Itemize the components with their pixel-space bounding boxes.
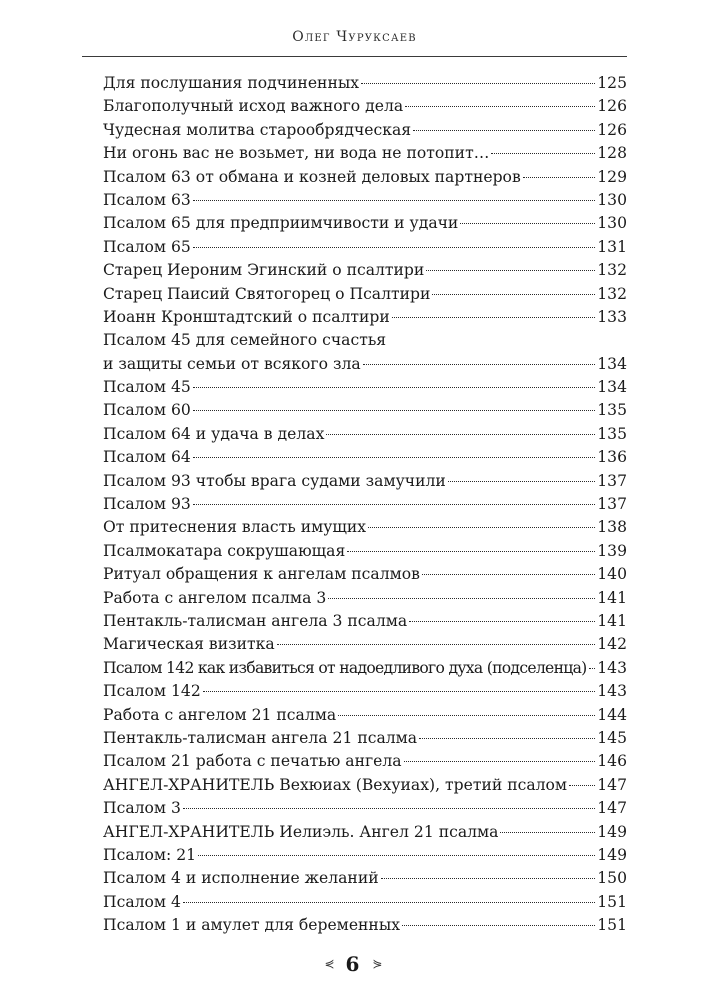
- toc-entry: [103, 376, 627, 399]
- toc-entry: [103, 399, 627, 422]
- toc-entry-page: 128: [597, 144, 627, 163]
- toc-entry: [103, 259, 627, 282]
- toc-entry-page: 145: [597, 728, 627, 747]
- dot-leader: [404, 761, 596, 762]
- dot-leader: [277, 644, 596, 645]
- toc-entry-page: 151: [597, 916, 627, 935]
- toc-entry-page: 144: [597, 705, 627, 724]
- ornament-right-icon: ⋟: [372, 956, 381, 971]
- toc-entry-page: 134: [597, 378, 627, 397]
- toc-entry-title: Псалом 4 и исполнение желаний: [103, 869, 379, 888]
- toc-entry: [103, 704, 627, 727]
- toc-entry-page: 151: [597, 892, 627, 911]
- toc-entry-page: 132: [597, 284, 627, 303]
- toc-entry-title: Псалом 142 как избавиться от надоедливого духа (подселенца): [103, 658, 587, 677]
- toc-entry-page: 137: [597, 495, 627, 514]
- dot-leader: [328, 598, 595, 599]
- toc-entry-title: Псалом: 21: [103, 845, 197, 864]
- toc-entry-page: 150: [597, 869, 627, 888]
- toc-entry: [103, 844, 627, 867]
- toc-entry-title: Псалом 45: [103, 378, 191, 397]
- toc-entry: [103, 633, 627, 656]
- toc-entry-title: Ритуал обращения к ангелам псалмов: [103, 565, 420, 584]
- toc-entry: [103, 563, 627, 586]
- toc-entry-title: Для послушания подчиненных: [103, 74, 360, 92]
- dot-leader: [413, 130, 595, 131]
- toc-entry-page: 126: [597, 120, 627, 139]
- dot-leader: [381, 878, 596, 879]
- toc-entry: [103, 867, 627, 890]
- toc-entry-page: 147: [597, 775, 627, 794]
- toc-entry: [103, 166, 627, 189]
- toc-entry-title: Псалом 64: [103, 448, 191, 467]
- toc-entry-title: Работа с ангелом псалма 3: [103, 588, 327, 607]
- dot-leader: [426, 270, 595, 271]
- toc-entry: [103, 493, 627, 516]
- dot-leader: [589, 668, 596, 669]
- toc-entry: [103, 914, 627, 937]
- dot-leader: [368, 527, 595, 528]
- dot-leader: [432, 294, 595, 295]
- toc-entry-page: 130: [597, 190, 627, 209]
- toc-entry-page: 143: [597, 658, 627, 677]
- toc-entry-page: 131: [597, 237, 627, 256]
- toc-entry: [103, 189, 627, 212]
- toc-entry-title: Старец Паисий Святогорец о Псалтири: [103, 284, 431, 303]
- toc-entry-title: Псалом 64 и удача в делах: [103, 424, 325, 443]
- toc-entry: [103, 119, 627, 142]
- toc-entry-page: 141: [597, 588, 627, 607]
- toc-entry-page: 146: [597, 752, 627, 771]
- toc-entry-title: Благополучный исход важного дела: [103, 97, 404, 116]
- header-author: Олег Чуруксаев: [292, 29, 417, 45]
- toc-entry-page: 140: [597, 565, 627, 584]
- toc-entry: [103, 236, 627, 259]
- toc-entry-title: Ни огонь вас не возьмет, ни вода не потопит…: [103, 144, 490, 163]
- toc-entry-page: 143: [597, 682, 627, 701]
- toc-entry: [103, 212, 627, 235]
- toc-entry-page: 149: [597, 822, 627, 841]
- toc-entry: [103, 750, 627, 773]
- toc-entry: [103, 680, 627, 703]
- dot-leader: [422, 574, 595, 575]
- toc-entry-page: 130: [597, 214, 627, 233]
- toc-entry: [103, 283, 627, 306]
- toc-entry: [103, 95, 627, 118]
- toc-entry-page: 134: [597, 354, 627, 373]
- toc-entry: [103, 891, 627, 914]
- toc-entry: [103, 797, 627, 820]
- ornament-left-icon: ⋞: [324, 956, 333, 971]
- dot-leader: [193, 504, 595, 505]
- toc-entry-title: Псалом 63 от обмана и козней деловых партнеров: [103, 167, 521, 186]
- toc-entry: [103, 821, 627, 844]
- toc-entry-title: Пентакль-талисман ангела 21 псалма: [103, 728, 418, 747]
- toc-entry-title: Псалом 60: [103, 401, 191, 420]
- toc-entry: [103, 470, 627, 493]
- toc-entry-title: Работа с ангелом 21 псалма: [103, 705, 337, 724]
- toc-entry-page: 133: [597, 307, 627, 326]
- dot-leader: [193, 387, 595, 388]
- toc-entry: [103, 72, 627, 95]
- toc-entry-page: 139: [597, 541, 627, 560]
- toc-entry-page: 137: [597, 471, 627, 490]
- dot-leader: [183, 902, 595, 903]
- toc-entry-title: От притеснения власть имущих: [103, 518, 367, 537]
- toc-entry-page: 132: [597, 261, 627, 280]
- toc-entry-title: Пентакль-талисман ангела 3 псалма: [103, 611, 408, 630]
- dot-leader: [523, 177, 596, 178]
- toc-entry-title: Иоанн Кронштадтский о псалтири: [103, 307, 390, 326]
- toc-entry-title: АНГЕЛ-ХРАНИТЕЛЬ Вехюиах (Вехуиах), третий псалом: [103, 775, 568, 794]
- toc-entry-title: и защиты семьи от всякого зла: [103, 354, 361, 373]
- toc-entry: [103, 587, 627, 610]
- dot-leader: [203, 691, 595, 692]
- toc-entry-title: Псалом 142: [103, 682, 201, 701]
- dot-leader: [491, 153, 595, 154]
- toc-entry-page: 147: [597, 799, 627, 818]
- toc-entry-title: Чудесная молитва старообрядческая: [103, 120, 412, 139]
- toc-entry-title: Псалом 21 работа с печатью ангела: [103, 752, 402, 771]
- toc-entry-title: Псалом 1 и амулет для беременных: [103, 916, 401, 935]
- running-header: [82, 18, 627, 57]
- dot-leader: [500, 832, 595, 833]
- page-number: 6: [345, 951, 360, 976]
- dot-leader: [409, 621, 595, 622]
- dot-leader: [419, 738, 595, 739]
- toc-entry-title: Псалом 65 для предприимчивости и удачи: [103, 214, 459, 233]
- toc-entry-page: 136: [597, 448, 627, 467]
- toc-entry-title: Псалом 65: [103, 237, 191, 256]
- toc-entry: [103, 657, 627, 680]
- toc-entry-page: 149: [597, 845, 627, 864]
- dot-leader: [405, 106, 595, 107]
- dot-leader: [326, 434, 595, 435]
- dot-leader: [193, 457, 595, 458]
- page-footer: [0, 950, 705, 976]
- dot-leader: [402, 925, 595, 926]
- dot-leader: [193, 200, 595, 201]
- dot-leader: [193, 247, 595, 248]
- toc-entry: [103, 610, 627, 633]
- toc-entry-title: Псалмокатара сокрушающая: [103, 541, 346, 560]
- toc-entry-title: Псалом 93: [103, 495, 191, 514]
- toc-entry: [103, 774, 627, 797]
- dot-leader: [460, 223, 595, 224]
- toc-entry-page: 135: [597, 401, 627, 420]
- dot-leader: [347, 551, 595, 552]
- toc-entry: [103, 446, 627, 469]
- toc-entry: [103, 540, 627, 563]
- dot-leader: [193, 410, 595, 411]
- dot-leader: [448, 481, 595, 482]
- toc-entry-page: 125: [597, 74, 627, 92]
- toc-entry-page: 129: [597, 167, 627, 186]
- dot-leader: [361, 83, 595, 84]
- toc-entry-title: Псалом 4: [103, 892, 181, 911]
- toc-entry: [103, 516, 627, 539]
- toc-entry-page: 126: [597, 97, 627, 116]
- dot-leader: [392, 317, 595, 318]
- toc-entry-title: Псалом 63: [103, 190, 191, 209]
- toc-entry-title-line: Псалом 45 для семейного счастья: [103, 331, 387, 350]
- toc-entry-title: Магическая визитка: [103, 635, 275, 654]
- toc-entry: [103, 423, 627, 446]
- toc-entry-title: Псалом 3: [103, 799, 181, 818]
- toc-entry-page: 142: [597, 635, 627, 654]
- toc-entry-page: 141: [597, 611, 627, 630]
- toc-entry: [103, 142, 627, 165]
- dot-leader: [183, 808, 595, 809]
- toc-entry: [103, 727, 627, 750]
- dot-leader: [338, 715, 595, 716]
- dot-leader: [569, 785, 595, 786]
- toc-entry-title: Псалом 93 чтобы врага судами замучили: [103, 471, 446, 490]
- toc-entry: [103, 353, 627, 376]
- toc-entry-title: Старец Иероним Эгинский о псалтири: [103, 261, 425, 280]
- toc-entry-page: 138: [597, 518, 627, 537]
- dot-leader: [198, 855, 595, 856]
- toc-entry-page: 135: [597, 424, 627, 443]
- table-of-contents: [103, 72, 627, 937]
- toc-entry: [103, 306, 627, 329]
- dot-leader: [363, 364, 596, 365]
- toc-entry-title: АНГЕЛ-ХРАНИТЕЛЬ Иелиэль. Ангел 21 псалма: [103, 822, 499, 841]
